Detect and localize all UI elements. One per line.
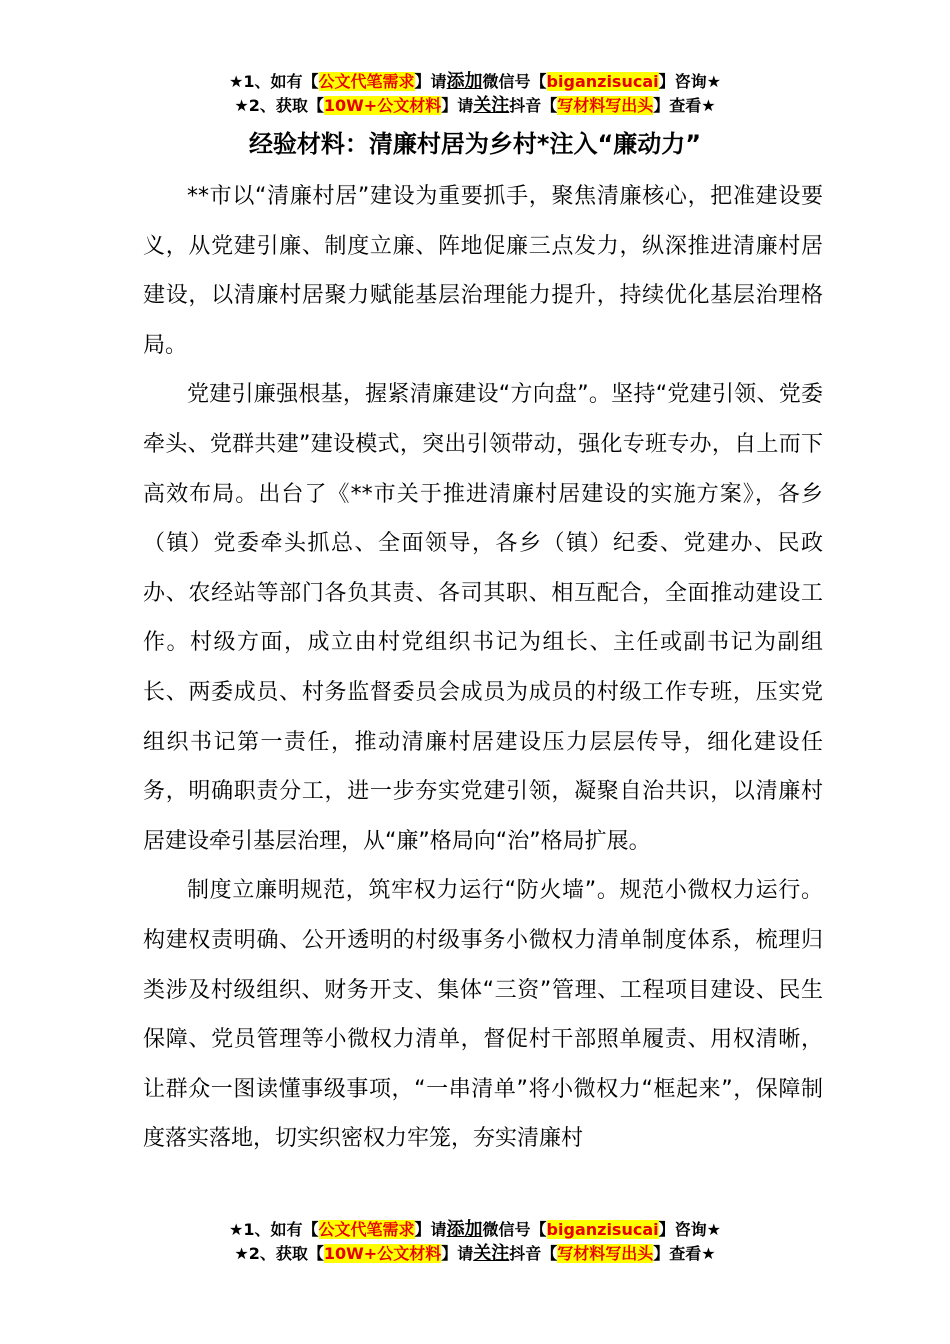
promo-footer [0, 1218, 950, 1266]
promo-highlight: 公文代笔需求 [318, 1220, 415, 1239]
promo-highlight: 公文代笔需求 [318, 72, 415, 91]
paragraph: 党建引廉强根基，握紧清廉建设“方向盘”。坚持“党建引领、党委牵头、党群共建”建设模式，突出引领带动，强化专班专办，自上而下高效布局。出台了《**市关于推进清廉村居建设的实施方案》，各乡（镇）党委牵头抓总、全面领导，各乡（镇）纪委、党建办、民政办、农经站等部门各负其责、各司其职、相互配合，全面推动建设工作。村级方面，成立由村党组织书记为组长、主任或副书记为副组长、两委成员、村务监督委员会成员为成员的村级工作专班，压实党组织书记第一责任，推动清廉村居建设压力层层传导，细化建设任务，明确职责分工，进一步夯实党建引领，凝聚自治共识，以清廉村居建设牵引基层治理，从“廉”格局向“治”格局扩展。 [143, 382, 823, 854]
promo-highlight: 10W+公文材料 [323, 96, 442, 115]
promo-douyin-id: 写材料写出头 [557, 1244, 654, 1263]
promo-wechat-id: biganzisucai [546, 1220, 659, 1239]
promo-douyin-id: 写材料写出头 [557, 96, 654, 115]
paragraph: 制度立廉明规范，筑牢权力运行“防火墙”。规范小微权力运行。构建权责明确、公开透明的村级事务小微权力清单制度体系，梳理归类涉及村级组织、财务开支、集体“三资”管理、工程项目建设、民生保障、党员管理等小微权力清单，督促村干部照单履责、用权清晰，让群众一图读懂事级事项，“一串清单”将小微权力“框起来”，保障制度落实落地，切实织密权力牢笼，夯实清廉村 [143, 878, 823, 1152]
paragraph: **市以“清廉村居”建设为重要抓手，聚焦清廉核心，把准建设要义，从党建引廉、制度立廉、阵地促廉三点发力，纵深推进清廉村居建设，以清廉村居聚力赋能基层治理能力提升，持续优化基层治理格局。 [143, 184, 823, 358]
promo-header [0, 70, 950, 118]
promo-line-2: ★2、获取【10W+公文材料】请关注抖音【写材料写出头】查看★ [234, 1243, 716, 1264]
promo-line-1: ★1、如有【公文代笔需求】请添加微信号【biganzisucai】咨询★ [229, 1219, 721, 1240]
promo-wechat-id: biganzisucai [546, 72, 659, 91]
promo-highlight: 10W+公文材料 [323, 1244, 442, 1263]
document-body [143, 172, 823, 1164]
promo-line-1: ★1、如有【公文代笔需求】请添加微信号【biganzisucai】咨询★ [229, 71, 721, 92]
document-title: 经验材料：清廉村居为乡村*注入“廉动力” [248, 130, 702, 158]
promo-line-2: ★2、获取【10W+公文材料】请关注抖音【写材料写出头】查看★ [234, 95, 716, 116]
